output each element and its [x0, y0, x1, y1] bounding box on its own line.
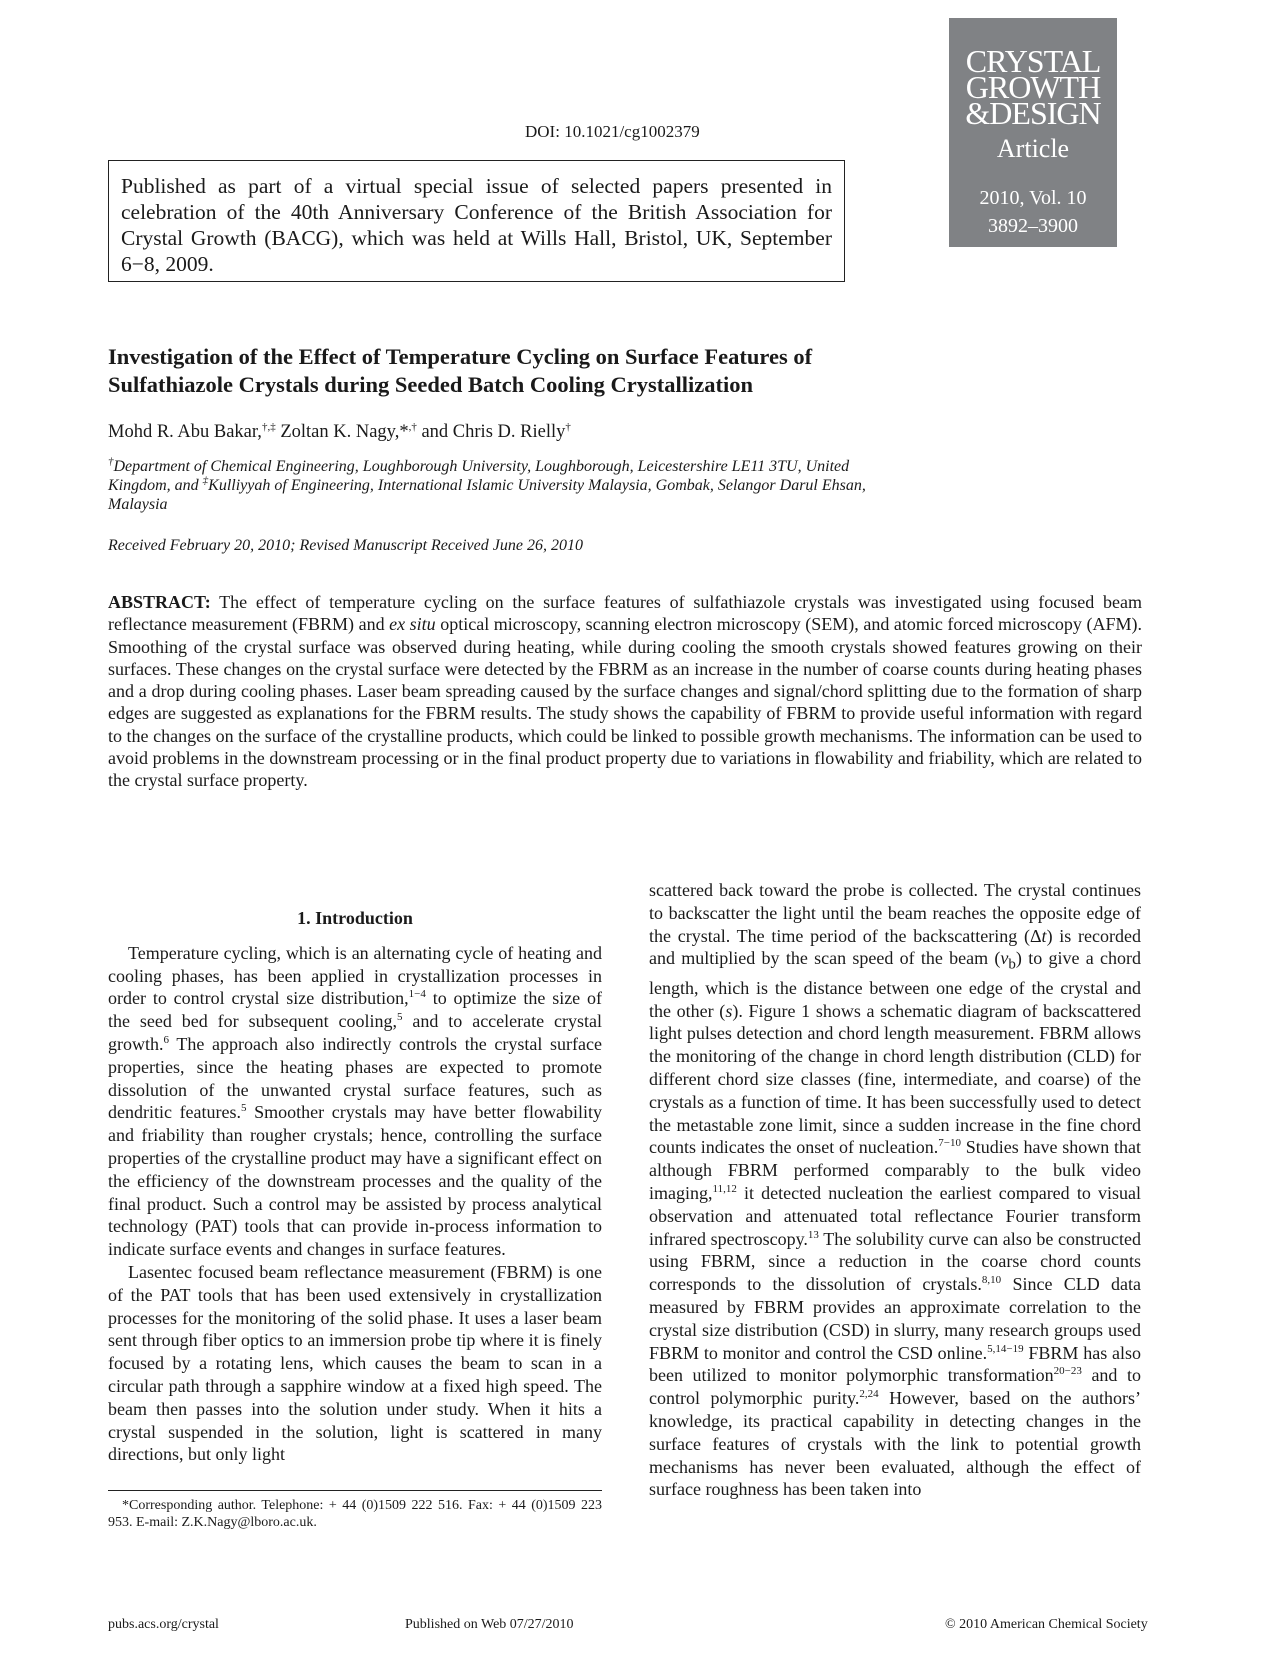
journal-name [949, 43, 1117, 131]
journal-name-line3: &DESIGN [965, 95, 1101, 131]
year-volume: 2010, Vol. 10 [979, 187, 1087, 209]
doi: DOI: 10.1021/cg1002379 [525, 122, 700, 141]
footer-copyright: © 2010 American Chemical Society [945, 1617, 1148, 1632]
right-column [649, 879, 1141, 1501]
left-column [108, 907, 602, 1466]
journal-logo-box [949, 18, 1117, 247]
author-1: Mohd R. Abu Bakar, [108, 422, 262, 442]
journal-name-line1: CRYSTAL [965, 43, 1101, 79]
corresponding-author-footnote: *Corresponding author. Telephone: + 44 (0)1509 222 516. Fax: + 44 (0)1509 223 953. E-mail: Z.K.Nagy@lboro.ac.uk. [108, 1498, 602, 1530]
author-list: Mohd R. Abu Bakar,†,‡ Zoltan K. Nagy,*,† and Chris D. Rielly† [108, 420, 571, 442]
paragraph-1: Temperature cycling, which is an alternating cycle of heating and cooling phases, has been applied in crystallization processes in order to control crystal size distribution,$^{1-4}$ to optimize the size of the seed bed for subsequent cooling,$^5$ and to accelerate crystal growth.$^6$ The approach also indirectly controls the crystal surface properties, since the heating phases are expected to promote dissolution of the unwanted crystal surface features, such as dendritic features.$^5$ Smoother crystals may have better flowability and friability than rougher crystals; hence, controlling the surface properties of the crystalline product may have a significant effect on the efficiency of the downstream processes and the quality of the final product. Such a control may be assisted by process analytical technology (PAT) tools that can provide in-process information to indicate surface events and changes in surface features. [108, 942, 603, 1260]
article-title: Investigation of the Effect of Temperature Cycling on Surface Features of Sulfathiazole Crystals during Seeded Batch Cooling Crystallization [108, 344, 813, 397]
section-heading: 1. Introduction [297, 908, 413, 928]
paragraph-2: Lasentec focused beam reflectance measurement (FBRM) is one of the PAT tools that has been used extensively in crystallization processes for the monitoring of the solid phase. It uses a laser beam sent through fiber optics to an immersion probe tip where it is finely focused by a rotating lens, which causes the beam to scan in a circular path through a sapphire window at a fixed high speed. The beam then passes into the solution under study. When it hits a crystal suspended in the solution, light is scattered in many directions, but only light [108, 1261, 602, 1465]
special-issue-notice: Published as part of a virtual special issue of selected papers presented in celebration of the 40th Anniversary Conference of the British Association for Crystal Growth (BACG), which was held at Wills Hall, Bristol, UK, September 6−8, 2009. [108, 160, 845, 282]
journal-name-line2: GROWTH [965, 69, 1101, 105]
footnote-divider [108, 1490, 602, 1491]
page-range: 3892–3900 [988, 215, 1078, 237]
abstract-label: ABSTRACT: [108, 592, 211, 612]
paragraph-3: scattered back toward the probe is collected. The crystal continues to backscatter the light until the beam reaches the opposite edge of the crystal. The time period of the backscattering (Δt) is recorded and multiplied by the scan speed of the beam $(\nu_b)$ to give a chord length, which is the distance between one edge of the crystal and the other (s). Figure 1 shows a schematic diagram of backscattered light pulses detection and chord length measurement. FBRM allows the monitoring of the change in chord length distribution (CLD) for different chord size classes (fine, intermediate, and coarse) of the crystals as a function of time. It has been successfully used to detect the metastable zone limit, since a sudden increase in the fine chord counts indicates the onset of nucleation.$^{7-10}$ Studies have shown that although FBRM performed comparably to the bulk video imaging,$^{11,12}$ it detected nucleation the earliest compared to visual observation and attenuated total reflectance Fourier transform infrared spectroscopy.$^{13}$ The solubility curve can also be constructed using FBRM, since a reduction in the coarse chord counts corresponds to the dissolution of crystals.$^{8,10}$ Since CLD data measured by FBRM provides an approximate correlation to the crystal size distribution (CSD) in slurry, many research groups used FBRM to monitor and control the CSD online.$^{5,14-19}$ FBRM has also been utilized to monitor polymorphic transformation$^{20-23}$ and to control polymorphic purity.$^{2,24}$ However, based on the authors’ knowledge, its practical capability in detecting changes in the surface features of crystals with the link to potential growth mechanisms has never been evaluated, although the effect of surface roughness has been taken into [649, 880, 1142, 1500]
abstract: ABSTRACT: The effect of temperature cycling on the surface features of sulfathiazole crystals was investigated using focused beam reflectance measurement (FBRM) and ex situ optical microscopy, scanning electron microscopy (SEM), and atomic forced microscopy (AFM). Smoothing of the crystal surface was observed during heating, while during cooling the smooth crystals showed features growing on their surfaces. These changes on the crystal surface were detected by the FBRM as an increase in the number of coarse counts during heating phases and a drop during cooling phases. Laser beam spreading caused by the surface changes and signal/chord splitting due to the formation of sharp edges are suggested as explanations for the FBRM results. The study shows the capability of FBRM to provide useful information with regard to the changes on the surface of the crystalline products, which could be linked to possible growth mechanisms. The information can be used to avoid problems in the downstream processing or in the final product property due to variations in flowability and friability, which are related to the crystal surface property. [108, 592, 1142, 791]
footer-published-date: Published on Web 07/27/2010 [405, 1617, 574, 1632]
received-dates: Received February 20, 2010; Revised Manuscript Received June 26, 2010 [108, 537, 583, 554]
affiliations: †Department of Chemical Engineering, Loughborough University, Loughborough, Leicestershire LE11 3TU, United Kingdom, and ‡Kulliyyah of Engineering, International Islamic University Malaysia, Gombak, Selangor Darul Ehsan, Malaysia [108, 455, 866, 513]
author-2: Zoltan K. Nagy,* [275, 422, 409, 442]
footer-url[interactable]: pubs.acs.org/crystal [108, 1617, 219, 1632]
article-type: Article [996, 134, 1070, 163]
author-3: and Chris D. Rielly [416, 422, 566, 442]
